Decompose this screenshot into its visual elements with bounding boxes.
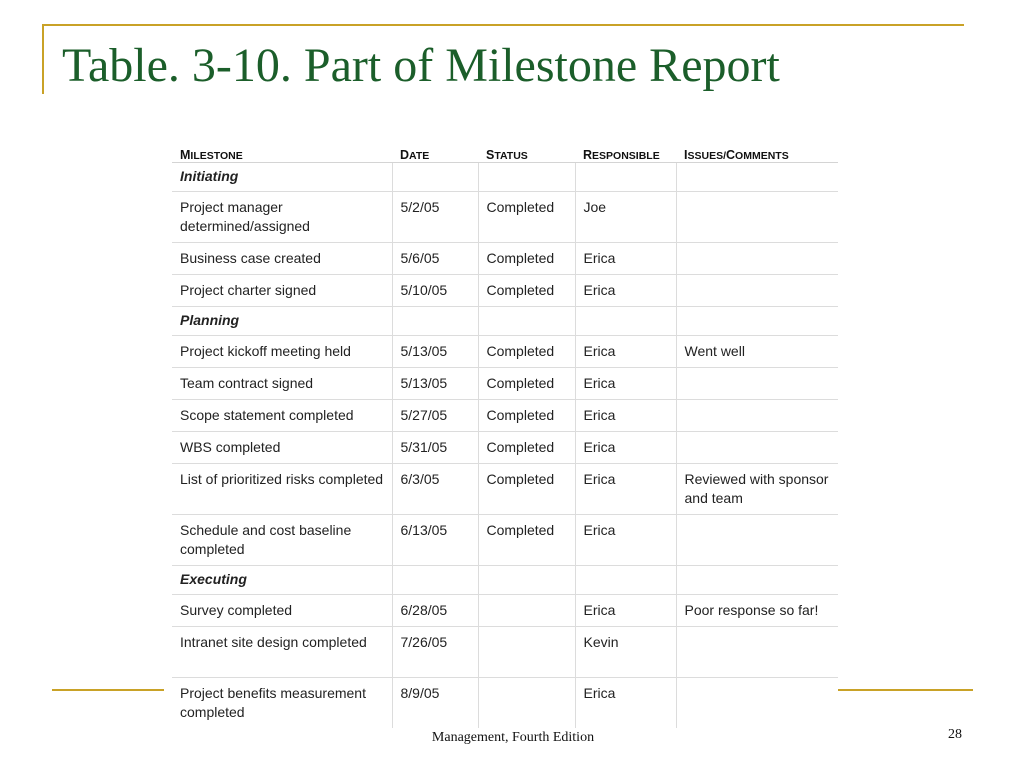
comments-cell <box>676 368 838 400</box>
date-cell: 5/13/05 <box>392 336 478 368</box>
responsible-cell: Erica <box>575 515 676 566</box>
table-row <box>172 192 838 243</box>
header-responsible: RESPONSIBLE <box>575 140 676 163</box>
date-cell: 5/10/05 <box>392 275 478 307</box>
comments-cell: Poor response so far! <box>676 595 838 627</box>
comments-cell <box>676 678 838 729</box>
slide-title: Table. 3-10. Part of Milestone Report <box>62 39 780 92</box>
slide-frame-top-rule <box>42 24 964 26</box>
status-cell <box>478 627 575 678</box>
comments-cell <box>676 243 838 275</box>
phase-label: Executing <box>172 566 392 595</box>
table-row <box>172 464 838 515</box>
status-cell: Completed <box>478 515 575 566</box>
responsible-cell: Erica <box>575 400 676 432</box>
status-cell <box>478 678 575 729</box>
responsible-cell: Erica <box>575 336 676 368</box>
date-cell: 7/26/05 <box>392 627 478 678</box>
comments-cell: Went well <box>676 336 838 368</box>
header-date: DATE <box>392 140 478 163</box>
status-cell: Completed <box>478 336 575 368</box>
responsible-cell: Erica <box>575 432 676 464</box>
table-row <box>172 627 838 678</box>
table-row <box>172 515 838 566</box>
date-cell: 5/6/05 <box>392 243 478 275</box>
phase-row-executing <box>172 566 838 595</box>
status-cell: Completed <box>478 432 575 464</box>
phase-label: Initiating <box>172 163 392 192</box>
milestone-cell: Business case created <box>172 243 392 275</box>
header-status: STATUS <box>478 140 575 163</box>
comments-cell <box>676 515 838 566</box>
milestone-cell: Schedule and cost baseline completed <box>172 515 392 566</box>
date-cell: 5/27/05 <box>392 400 478 432</box>
responsible-cell: Erica <box>575 368 676 400</box>
milestone-cell: Project kickoff meeting held <box>172 336 392 368</box>
status-cell: Completed <box>478 464 575 515</box>
date-cell: 5/31/05 <box>392 432 478 464</box>
status-cell: Completed <box>478 368 575 400</box>
milestone-cell: List of prioritized risks completed <box>172 464 392 515</box>
status-cell: Completed <box>478 192 575 243</box>
phase-row-planning <box>172 307 838 336</box>
comments-cell <box>676 432 838 464</box>
header-issues-comments: ISSUES/COMMENTS <box>676 140 838 163</box>
footer-rule-left <box>52 689 164 691</box>
page-number: 28 <box>948 727 962 742</box>
milestone-cell: Project charter signed <box>172 275 392 307</box>
date-cell: 6/3/05 <box>392 464 478 515</box>
responsible-cell: Erica <box>575 275 676 307</box>
date-cell: 5/2/05 <box>392 192 478 243</box>
date-cell: 5/13/05 <box>392 368 478 400</box>
milestone-cell: Team contract signed <box>172 368 392 400</box>
status-cell <box>478 595 575 627</box>
milestone-table <box>172 140 838 728</box>
phase-label: Planning <box>172 307 392 336</box>
table-row <box>172 678 838 729</box>
footer-rule-right <box>836 689 973 691</box>
comments-cell <box>676 400 838 432</box>
milestone-cell: Intranet site design completed <box>172 627 392 678</box>
responsible-cell: Joe <box>575 192 676 243</box>
milestone-cell: Survey completed <box>172 595 392 627</box>
date-cell: 6/28/05 <box>392 595 478 627</box>
responsible-cell: Erica <box>575 464 676 515</box>
comments-cell <box>676 192 838 243</box>
table-row <box>172 243 838 275</box>
milestone-cell: Scope statement completed <box>172 400 392 432</box>
table-header-row <box>172 140 838 163</box>
phase-row-initiating <box>172 163 838 192</box>
status-cell: Completed <box>478 275 575 307</box>
table-row <box>172 432 838 464</box>
milestone-cell: Project benefits measurement completed <box>172 678 392 729</box>
responsible-cell: Erica <box>575 595 676 627</box>
milestone-cell: WBS completed <box>172 432 392 464</box>
comments-cell: Reviewed with sponsor and team <box>676 464 838 515</box>
status-cell: Completed <box>478 400 575 432</box>
responsible-cell: Erica <box>575 243 676 275</box>
responsible-cell: Kevin <box>575 627 676 678</box>
comments-cell <box>676 627 838 678</box>
footer-source-line-2: Management, Fourth Edition <box>431 730 595 745</box>
header-milestone: MILESTONE <box>172 140 392 163</box>
milestone-report-table <box>172 140 838 728</box>
table-row <box>172 368 838 400</box>
date-cell: 8/9/05 <box>392 678 478 729</box>
comments-cell <box>676 275 838 307</box>
date-cell: 6/13/05 <box>392 515 478 566</box>
status-cell: Completed <box>478 243 575 275</box>
table-row <box>172 400 838 432</box>
responsible-cell: Erica <box>575 678 676 729</box>
table-row <box>172 275 838 307</box>
table-row <box>172 336 838 368</box>
slide-frame-left-rule <box>42 24 44 94</box>
milestone-cell: Project manager determined/assigned <box>172 192 392 243</box>
table-row <box>172 595 838 627</box>
